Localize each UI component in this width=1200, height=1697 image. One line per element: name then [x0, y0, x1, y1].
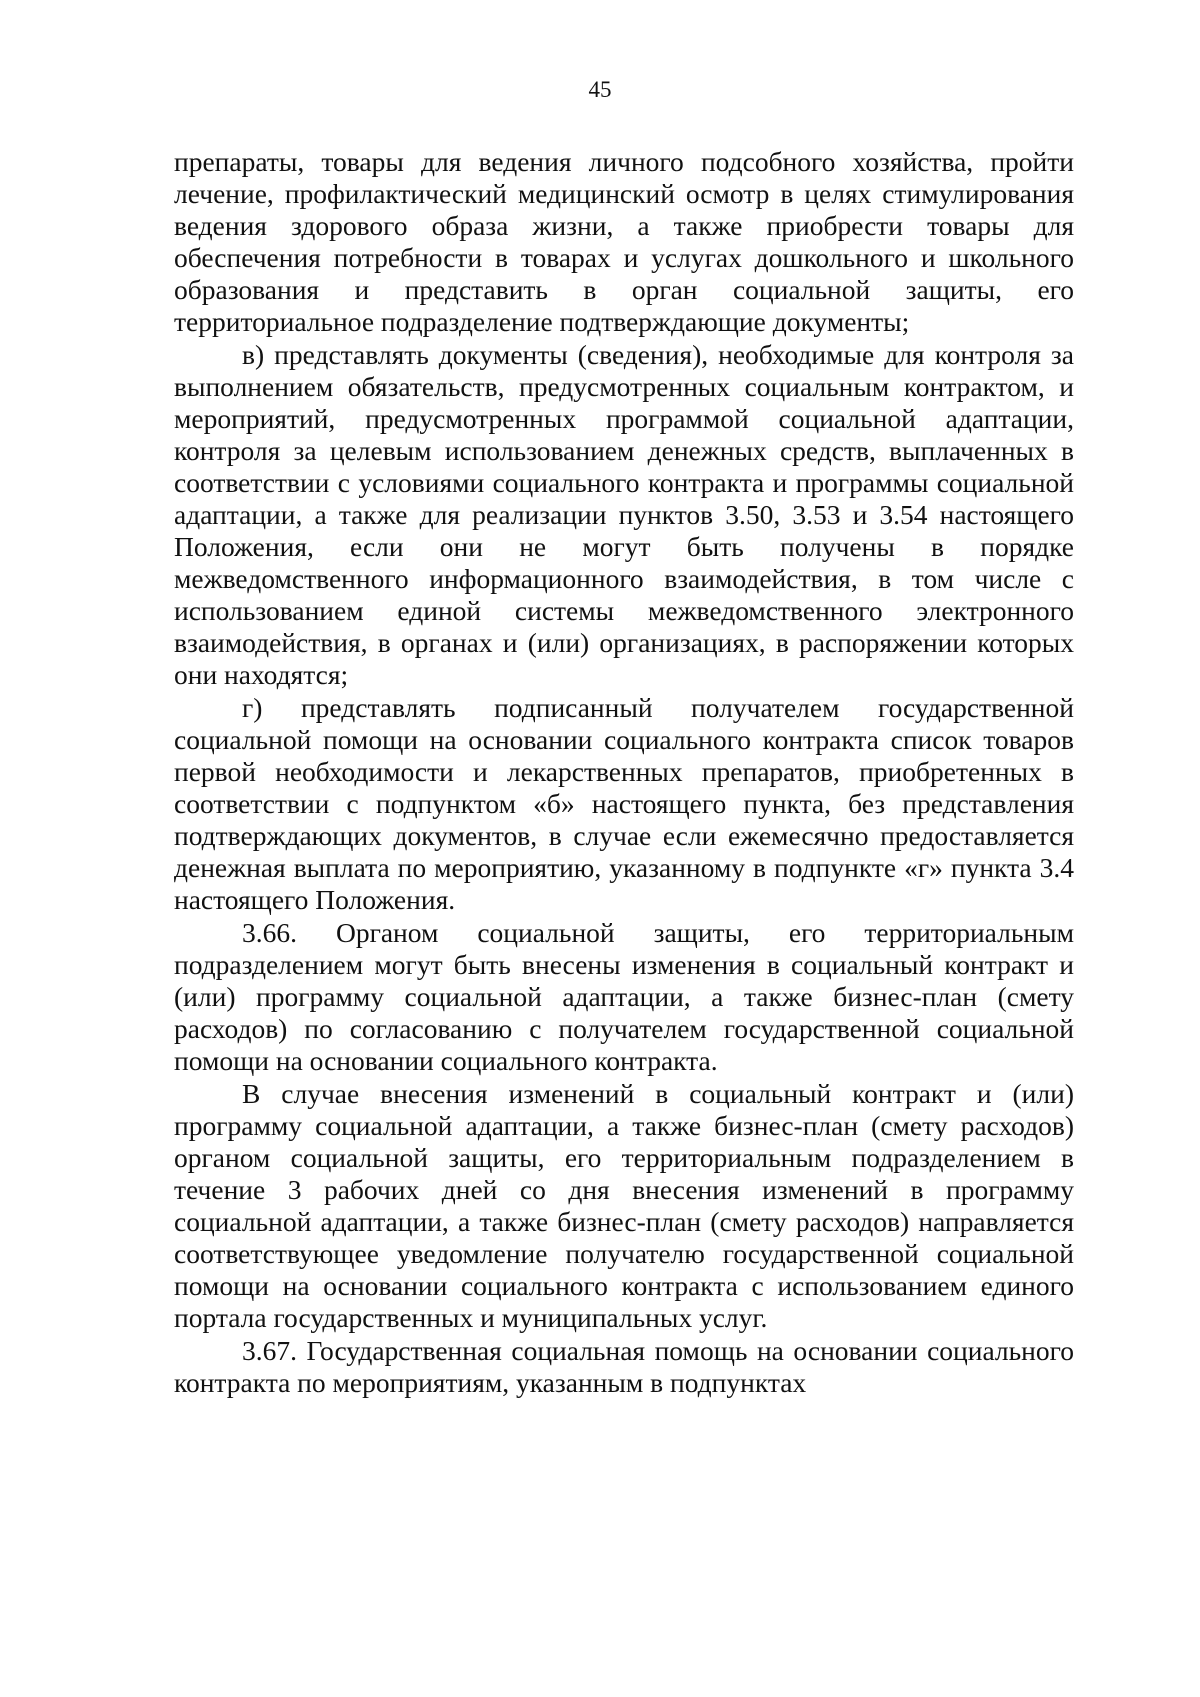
page-number: 45 [588, 77, 612, 102]
paragraph-item-v: в) представлять документы (сведения), необходимые для контроля за выполнением обязательств, предусмотренных социальным контрактом, и мероприятий, предусмотренных программой социальной адаптации, контроля за целевым использованием денежных средств, выплаченных в соответствии с условиями социального контракта и программы социальной адаптации, а также для реализации пунктов 3.50, 3.53 и 3.54 настоящего Положения, если они не могут быть получены в порядке межведомственного информационного взаимодействия, в том числе с использованием единой системы межведомственного электронного взаимодействия, в органах и (или) организациях, в распоряжении которых они находятся; [174, 339, 1074, 690]
paragraph-changes-notice: В случае внесения изменений в социальный контракт и (или) программу социальной адаптации, а также бизнес-план (смету расходов) органом социальной защиты, его территориальным подразделением в течение 3 рабочих дней со дня внесения изменений в программу социальной адаптации, а также бизнес-план (смету расходов) направляется соответствующее уведомление получателю государственной социальной помощи на основании социального контракта с использованием единого портала государственных и муниципальных услуг. [174, 1078, 1074, 1333]
paragraph-3-67: 3.67. Государственная социальная помощь на основании социального контракта по мероприятиям, указанным в подпунктах [174, 1335, 1074, 1398]
paragraph-continuation: препараты, товары для ведения личного подсобного хозяйства, пройти лечение, профилактический медицинский осмотр в целях стимулирования ведения здорового образа жизни, а также приобрести товары для обеспечения потребности в товарах и услугах дошкольного и школьного образования и представить в орган социальной защиты, его территориальное подразделение подтверждающие документы; [174, 146, 1074, 337]
paragraph-3-66: 3.66. Органом социальной защиты, его территориальным подразделением могут быть внесены изменения в социальный контракт и (или) программу социальной адаптации, а также бизнес-план (смету расходов) по согласованию с получателем государственной социальной помощи на основании социального контракта. [174, 917, 1074, 1076]
paragraph-item-g: г) представлять подписанный получателем государственной социальной помощи на основании социального контракта список товаров первой необходимости и лекарственных препаратов, приобретенных в соответствии с подпунктом «б» настоящего пункта, без представления подтверждающих документов, в случае если ежемесячно предоставляется денежная выплата по мероприятию, указанному в подпункте «г» пункта 3.4 настоящего Положения. [174, 692, 1074, 915]
document-body [174, 146, 1074, 1399]
